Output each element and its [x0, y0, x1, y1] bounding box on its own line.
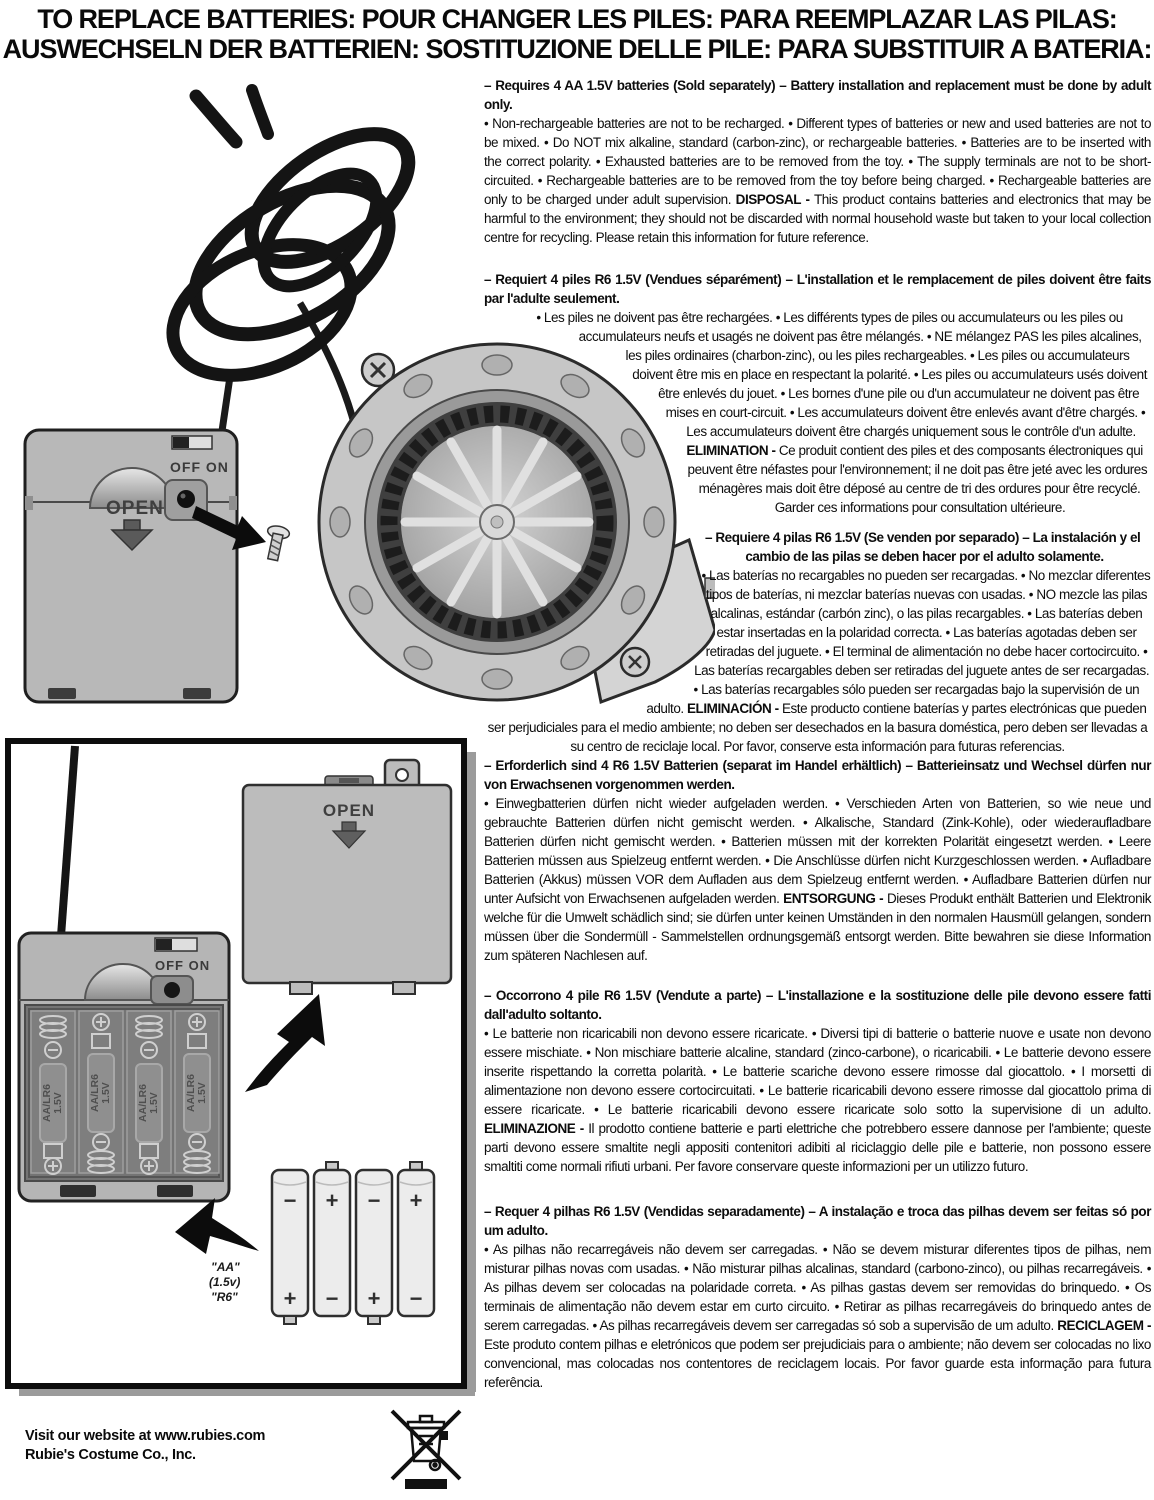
slot-label: 1.5V	[100, 1082, 112, 1104]
section-german	[484, 756, 1151, 965]
disposal-label: ENTSORGUNG -	[783, 891, 884, 906]
switch-label: OFF ON	[170, 459, 229, 475]
note-line: "R6"	[211, 1290, 238, 1304]
battery-installation-diagram	[5, 738, 479, 1398]
screw-hole-icon	[177, 490, 195, 508]
section-french	[484, 270, 1151, 532]
section-heading: – Requer 4 pilhas R6 1.5V (Vendidas separadamente) – A instalação e troca das pilhas devem ser feitas só por um adulto.	[484, 1204, 1151, 1238]
battery-type-note	[209, 1260, 240, 1304]
slot-label: 1.5V	[52, 1092, 64, 1114]
weee-bar	[405, 1479, 447, 1489]
section-heading: – Requires 4 AA 1.5V batteries (Sold separately) – Battery installation and replacement must be done by adult only.	[484, 78, 1151, 112]
section-body: • Le batterie non ricaricabili non devono essere ricaricate. • Diversi tipi di batterie o batterie nuove e usate non devono essere mischiate. • Non mischiare batterie alcaline, standard (zinco-carbone), o ricaricabili. • Le batterie devono essere inserite rispettando la corretta polarità. • Le batterie scariche devono essere rimosse dal giocattolo. • I morsetti di alimentazione non devono essere cortocircuitati. • Le batterie ricaricabili devono essere rimosse dal giocattolo prima di essere ricaricate. • Le batterie ricaricabili devono essere ricaricate solo sotto la supervisione di un adulto.	[484, 1026, 1151, 1117]
slot-label: 1.5V	[196, 1082, 208, 1104]
polarity-sign: +	[325, 1188, 339, 1213]
polarity-sign: −	[367, 1188, 381, 1213]
section-heading: – Occorrono 4 pile R6 1.5V (Vendute a parte) – L'installazione e la sostituzione delle pile devono essere fatti dall'adulto soltanto.	[484, 988, 1151, 1022]
section-body: • Les piles ne doivent pas être rechargées. • Les différents types de piles ou accumulateurs ou les piles ou accumulateurs neufs et usagés ne doivent pas être mélangés. • NE mélangez PAS les piles alcalines, les piles ordinaires (charbon-zinc), ou les piles rechargeables. • Les piles ou accumulateurs doivent être mis en place en respectant la polarité. • Les piles ou accumulateurs usés doivent être enlevés du jouet. • Les bornes d'une pile ou d'un accumulateur ne doivent pas être mises en court-circuit. • Les accumulateurs doivent être enlevés avant d'être chargés. • Les accumulateurs doivent être chargés uniquement sous le contrôle d'un adulte.	[536, 310, 1147, 439]
section-body: • As pilhas não recarregáveis não devem ser carregadas. • Não se devem misturar diferentes tipos de pilhas, nem misturar pilhas novas com usadas. • Não misturar pilhas alcalinas, standard (carbono-zinco), ou pilhas recarregáveis. • As pilhas devem ser colocadas na polaridade correta. • As pilhas gastas devem ser removidas do brinquedo. • Os terminais de alimentação não devem estar em curto circuito. • Retirar as pilhas recarregáveis do brinquedo antes de serem carregadas. • As pilhas recarregáveis devem ser carregadas só sob a supervisão de um adulto.	[484, 1242, 1151, 1333]
section-italian	[484, 986, 1151, 1176]
disposal-label: DISPOSAL -	[735, 192, 810, 207]
disposal-text: Este producto contiene baterías y partes electrónicas que pueden ser perjudiciales para el medio ambiente; no deben ser desechados en la basura doméstica, pero deben ser llevadas a su centro de reciclaje local. Por favor, conserve esta información para futuras referencias.	[487, 701, 1148, 754]
footer-website: Visit our website at www.rubies.com	[25, 1428, 266, 1444]
aa-battery	[272, 1170, 308, 1324]
section-portuguese	[484, 1202, 1151, 1392]
battery-door	[243, 760, 451, 994]
switch-label: OFF ON	[155, 958, 211, 973]
disposal-text: Dieses Produkt enthält Batterien und Elektronik welche für die Umwelt schädlich sind; sie dürfen unter keinen Umständen in den normalen Hausmüll gelangen, sondern müssen über die Sondermüll - Sammelstellen ordnungsgemäß entsorgt werden. Bitte bewahren sie diese Information zum späteren Nachlesen auf.	[484, 891, 1151, 963]
fan-wrap-spacer	[484, 528, 702, 714]
footer	[25, 1427, 265, 1465]
page-title-line2: AUSWECHSELN DER BATTERIEN: SOSTITUZIONE DELLE PILE: PARA SUBSTITUIR A BATERIA:	[2, 34, 1152, 64]
note-line: "AA"	[211, 1260, 240, 1274]
section-body: • Non-rechargeable batteries are not to be recharged. • Different types of batteries or new and used batteries are not to be mixed. • Do NOT mix alkaline, standard (carbon-zinc), or rechargeable batteries. • Batteries are to be inserted with the correct polarity. • Exhausted batteries are to be removed from the toy. • The supply terminals are not to be short-circuited. • Rechargeable batteries are to be removed from the toy before being charged. • Rechargeable batteries are only to be charged under adult supervision.	[484, 116, 1151, 207]
footer-company: Rubie's Costume Co., Inc.	[25, 1447, 196, 1463]
polarity-sign: +	[409, 1188, 423, 1213]
slot-label: AA/LR6	[185, 1074, 197, 1112]
polarity-sign: −	[325, 1286, 339, 1311]
disposal-text: Ce produit contient des piles et des composants électroniques qui peuvent être néfastes pour l'environnement; il ne doit pas être jeté avec les ordures ménagères mais doit être déposé au centre de tri des ordures pour être recyclé. Garder ces informations pour consultation ultérieure.	[687, 443, 1148, 515]
disposal-text: Il prodotto contiene batterie e parti elettriche che potrebbero essere dannose per l'ambiente; queste parti devono essere smaltite negli appositi contenitori adibiti al riciclaggio delle pile e batterie, non possono essere smaltiti come normali rifiuti urbani. Per favore conservare queste informazioni per un utilizzo futuro.	[484, 1121, 1151, 1174]
slot-label: AA/LR6	[137, 1084, 149, 1122]
disposal-label: ELIMINACIÓN -	[687, 701, 779, 716]
polarity-sign: +	[367, 1286, 381, 1311]
disposal-text: This product contains batteries and electronics that may be harmful to the environment; they should not be discarded with normal household waste but taken to your local collection centre for recycling. Please retain this information for future reference.	[484, 192, 1151, 245]
battery-pack-open	[19, 933, 229, 1201]
screw-hole-icon	[164, 982, 180, 998]
aa-battery	[398, 1162, 434, 1316]
aa-battery	[314, 1162, 350, 1316]
slot-label: AA/LR6	[41, 1084, 53, 1122]
section-body: • Las baterías no recargables no pueden ser recargadas. • No mezclar diferentes tipos de baterías, ni mezclar baterías nuevas con usadas. • NO mezcle las pilas alcalinas, estándar (carbón zinc), o las pilas recargables. • Las baterías deben estar insertadas en la polaridad correcta. • Las baterías agotadas deben ser retiradas del juguete. • El terminal de alimentación no debe hacer cortocircuito. • Las baterías recargables deben ser retiradas del juguete antes de ser recargadas. • Las baterías recargables sólo pueden ser recargadas bajo la supervisión de un adulto.	[646, 568, 1151, 716]
open-label: OPEN	[106, 498, 164, 519]
polarity-sign: −	[409, 1286, 423, 1311]
polarity-sign: −	[283, 1188, 297, 1213]
slot-label: AA/LR6	[89, 1074, 101, 1112]
section-heading: – Requiere 4 pilas R6 1.5V (Se venden por separado) – La instalación y el cambio de las pilas se deben hacer por el adulto solamente.	[704, 530, 1141, 564]
disposal-label: ELIMINATION -	[686, 443, 776, 458]
section-body: • Einwegbatterien dürfen nicht wieder aufgeladen werden. • Verschieden Arten von Batterien, so wie neue und gebrauchte Batterien dürfen nicht gemischt werden. • Alkalische, Standard (Zink-Kohle), oder wiederaufladbare Batterien dürfen nicht gemischt werden. • Batterien müssen mit der korrekten Polarität eingesetzt werden. • Leere Batterien müssen aus Spielzeug entfernt werden. • Die Anschlüsse dürfen nicht Kurzgeschlossen werden. • Aufladbare Batterien (Akkus) müssen VOR dem Aufladen aus dem Spielzeug entfernt werden. • Aufladbare Batterien dürfen nur unter Aufsicht von Erwachsenen aufgeladen werden.	[484, 796, 1151, 906]
polarity-sign: +	[283, 1286, 297, 1311]
section-english	[484, 76, 1151, 247]
section-heading: – Erforderlich sind 4 R6 1.5V Batterien (separat im Handel erhältlich) – Batterieinsatz und Wechsel dürfen nur von Erwachsenen vorgenommen werden.	[484, 758, 1151, 792]
page-title	[0, 4, 1154, 64]
weee-crossed-bin-icon	[383, 1398, 469, 1490]
open-label: OPEN	[322, 801, 376, 820]
battery-pack-closed	[25, 430, 237, 702]
note-line: (1.5v)	[209, 1275, 241, 1289]
disposal-label: RECICLAGEM -	[1057, 1318, 1151, 1333]
disposal-label: ELIMINAZIONE -	[484, 1121, 584, 1136]
aa-battery	[356, 1170, 392, 1324]
disposal-text: Este produto contem pilhas e eletrónicos que podem ser prejudiciais para o ambiente; não devem ser colocadas no lixo convencional, mas colocadas nos contentores de reciclagem locais. Por favor guarde esta informação para futura referência.	[484, 1337, 1151, 1390]
slot-label: 1.5V	[148, 1092, 160, 1114]
section-heading: – Requiert 4 piles R6 1.5V (Vendues séparément) – L'installation et le remplacement de piles doivent être faits par l'adulte seulement.	[484, 272, 1151, 306]
section-spanish	[484, 528, 1151, 756]
page-title-line1: TO REPLACE BATTERIES: POUR CHANGER LES PILES: PARA REEMPLAZAR LAS PILAS:	[37, 4, 1117, 34]
